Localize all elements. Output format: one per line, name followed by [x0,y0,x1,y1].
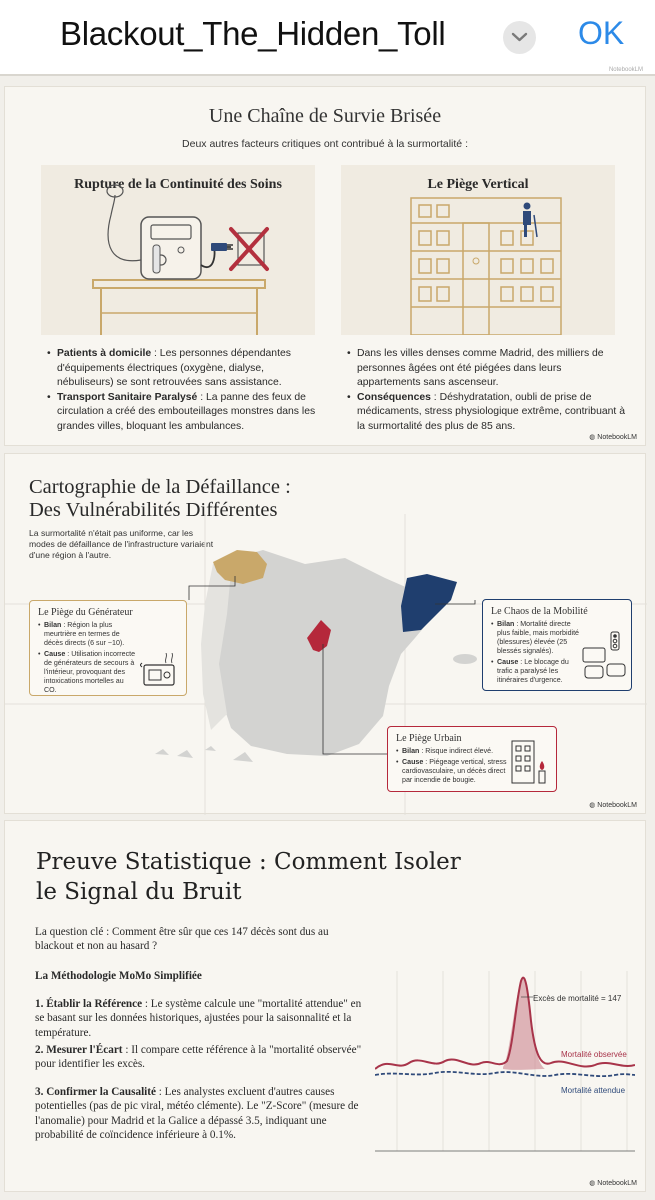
method-step: 2. Mesurer l'Écart : Il compare cette référence à la "mortalité observée" pour identifier les excès. [35,1044,362,1071]
chevron-down-icon [511,31,528,43]
list-item: • Cause : Le blocage du trafic a paralysé les itinéraires d'urgence. [491,658,579,685]
panel-title: Le Piège Vertical [427,177,529,192]
divider [0,74,655,76]
watermark: ◍ NotebookLM [589,801,637,809]
top-bar [0,0,655,74]
slide-title: Une Chaîne de Survie Brisée [208,105,442,127]
slide-survival-chain [4,86,646,446]
notebooklm-icon: ◍ [589,434,596,441]
ok-button[interactable]: OK [578,15,625,51]
key-question: La question clé : Comment être sûr que ces 147 décès sont dus au blackout et non au hasard ? [35,926,329,953]
slide-intro: La surmortalité n'était pas uniforme, car les modes de défaillance de l'infrastructure variaient d'une région à l'autre. [29,528,214,560]
slide-title: Preuve Statistique : Comment Isoler le Signal du Bruit [36,849,461,905]
callout-body [38,621,138,697]
slide-statistical-proof [4,820,646,1192]
watermark: ◍ NotebookLM [589,1179,637,1187]
method-title: La Méthodologie MoMo Simplifiée [35,970,202,982]
list-item: • Conséquences : Déshydratation, oubli de prise de médicaments, stress physiologique extrême, contribuant à la surmortalité des plus de 85 ans. [347,391,625,435]
callout-generator-trap [29,600,187,696]
callout-mobility-chaos [482,599,632,691]
panel-vertical-trap [341,165,615,335]
vertical-bullets [347,347,625,434]
callout-urban-trap [387,726,557,792]
excess-label: Excès de mortalité = 147 [533,994,622,1003]
list-item: • Cause : Utilisation incorrecte de générateurs de secours à l'intérieur, provoquant des intoxications mortelles au CO. [38,650,138,695]
expected-mortality-line [375,1072,635,1076]
mortality-chart [375,951,635,1171]
document-title: Blackout_The_Hidden_Toll [60,15,446,52]
callout-title: Le Piège Urbain [396,733,462,744]
slide-failure-map [4,453,646,814]
building-candle-icon [508,737,550,787]
list-item: • Patients à domicile : Les personnes dépendantes d'équipements électriques (oxygène, dialyse, nébuliseurs) se sont retrouvées sans assistance. [47,347,319,391]
list-item: • Dans les villes denses comme Madrid, des milliers de personnes âgées ont été piégées dans leurs appartements sans ascenseur. [347,347,625,391]
care-bullets [47,347,319,434]
list-item: • Bilan : Région la plus meurtrière en termes de décès directs (6 sur ~10). [38,621,138,648]
callout-title: Le Piège du Générateur [38,607,133,618]
notebooklm-icon: ◍ [589,1180,596,1187]
callout-body [491,620,579,687]
list-item: • Bilan : Mortalité directe plus faible, mais morbidité (blessures) élevée (25 blessés signalés). [491,620,579,656]
expected-legend: Mortalité attendue [561,1086,626,1095]
panel-title: Rupture de la Continuité des Soins [74,177,282,192]
panel-care-continuity [41,165,315,335]
list-item: • Transport Sanitaire Paralysé : La panne des feux de circulation a créé des embouteillages monstres dans les grandes villes, bloquant les ambulances. [47,391,319,435]
oxygen-machine-illustration [41,165,315,335]
generator-icon [140,653,182,689]
list-item: • Cause : Piégeage vertical, stress cardiovasculaire, un décès direct par incendie de bougie. [396,758,508,785]
method-step: 3. Confirmer la Causalité : Les analystes excluent d'autres causes potentielles (pas de pic viral, météo clémente). Le "Z-Score" (mesure de l'anomalie) pour Madrid et la Galice a dépassé 3.5, indiquant une probabilité de coïncidence inférieure à 0.1%. [35,1086,359,1142]
list-item: • Bilan : Risque indirect élevé. [396,747,508,756]
catalonia-region [401,574,457,632]
traffic-jam-icon [581,630,629,686]
watermark: ◍ NotebookLM [589,433,637,441]
notebooklm-icon: ◍ [589,802,596,809]
method-step: 1. Établir la Référence : Le système calcule une "mortalité attendue" en se basant sur les données historiques, ajustées pour la saisonnalité et la température. [35,998,362,1039]
slide-title: Cartographie de la Défaillance : Des Vulnérabilités Différentes [29,476,291,521]
callout-title: Le Chaos de la Mobilité [491,606,588,617]
observed-legend: Mortalité observée [561,1050,627,1059]
watermark: NotebookLM [608,67,643,73]
title-menu-button[interactable] [503,21,536,54]
apartment-building-illustration [341,165,615,335]
slide-subtitle: Deux autres facteurs critiques ont contribué à la surmortalité : [182,138,468,150]
callout-body [396,747,508,787]
